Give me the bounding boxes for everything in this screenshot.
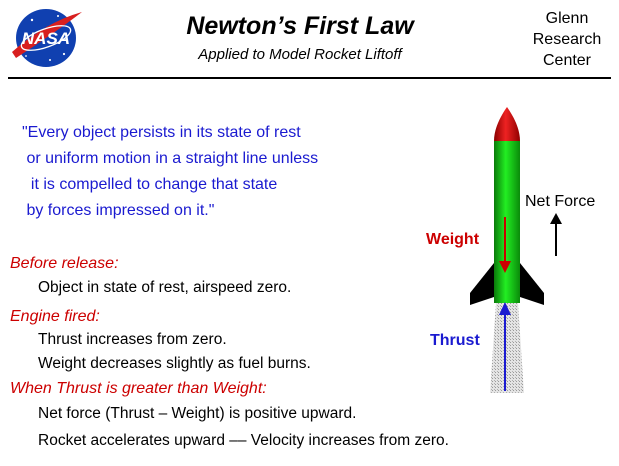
center-name-line: Center (542, 52, 592, 69)
center-name-line: Glenn (545, 10, 589, 27)
center-name-line: Research (532, 31, 602, 48)
center-name (512, 8, 619, 71)
section-heading-engine-fired: Engine fired: (10, 308, 100, 325)
rocket-diagram (462, 105, 552, 395)
section-line: Weight decreases slightly as fuel burns. (38, 355, 311, 372)
rocket-body (494, 141, 520, 303)
section-heading-before-release: Before release: (10, 255, 119, 272)
section-line: Object in state of rest, airspeed zero. (38, 279, 292, 296)
quote-line: or uniform motion in a straight line unless (22, 150, 319, 167)
rocket-nose-cone (494, 107, 520, 141)
exhaust-plume (490, 303, 524, 393)
weight-label: Weight (426, 231, 480, 248)
left-fin (470, 263, 494, 305)
page-subtitle: Applied to Model Rocket Liftoff (198, 46, 402, 63)
section-line: Net force (Thrust – Weight) is positive upward. (38, 405, 357, 422)
header-divider (8, 77, 611, 79)
up-arrow-icon (546, 212, 566, 257)
quote-line: "Every object persists in its state of rest (22, 124, 301, 141)
nasa-logo-icon (6, 2, 86, 70)
section-line: Thrust increases from zero. (38, 331, 227, 348)
quote-line: it is compelled to change that state (22, 176, 278, 193)
right-fin (520, 263, 544, 305)
section-line: Rocket accelerates upward –– Velocity increases from zero. (38, 432, 449, 449)
newton-quote (22, 120, 422, 224)
nasa-logo-text: NASA (21, 29, 71, 48)
page-title: Newton’s First Law (186, 12, 414, 40)
quote-line: by forces impressed on it." (22, 202, 215, 219)
net-force-label: Net Force (525, 193, 596, 210)
section-heading-thrust-greater: When Thrust is greater than Weight: (10, 380, 267, 397)
thrust-label: Thrust (430, 332, 480, 349)
